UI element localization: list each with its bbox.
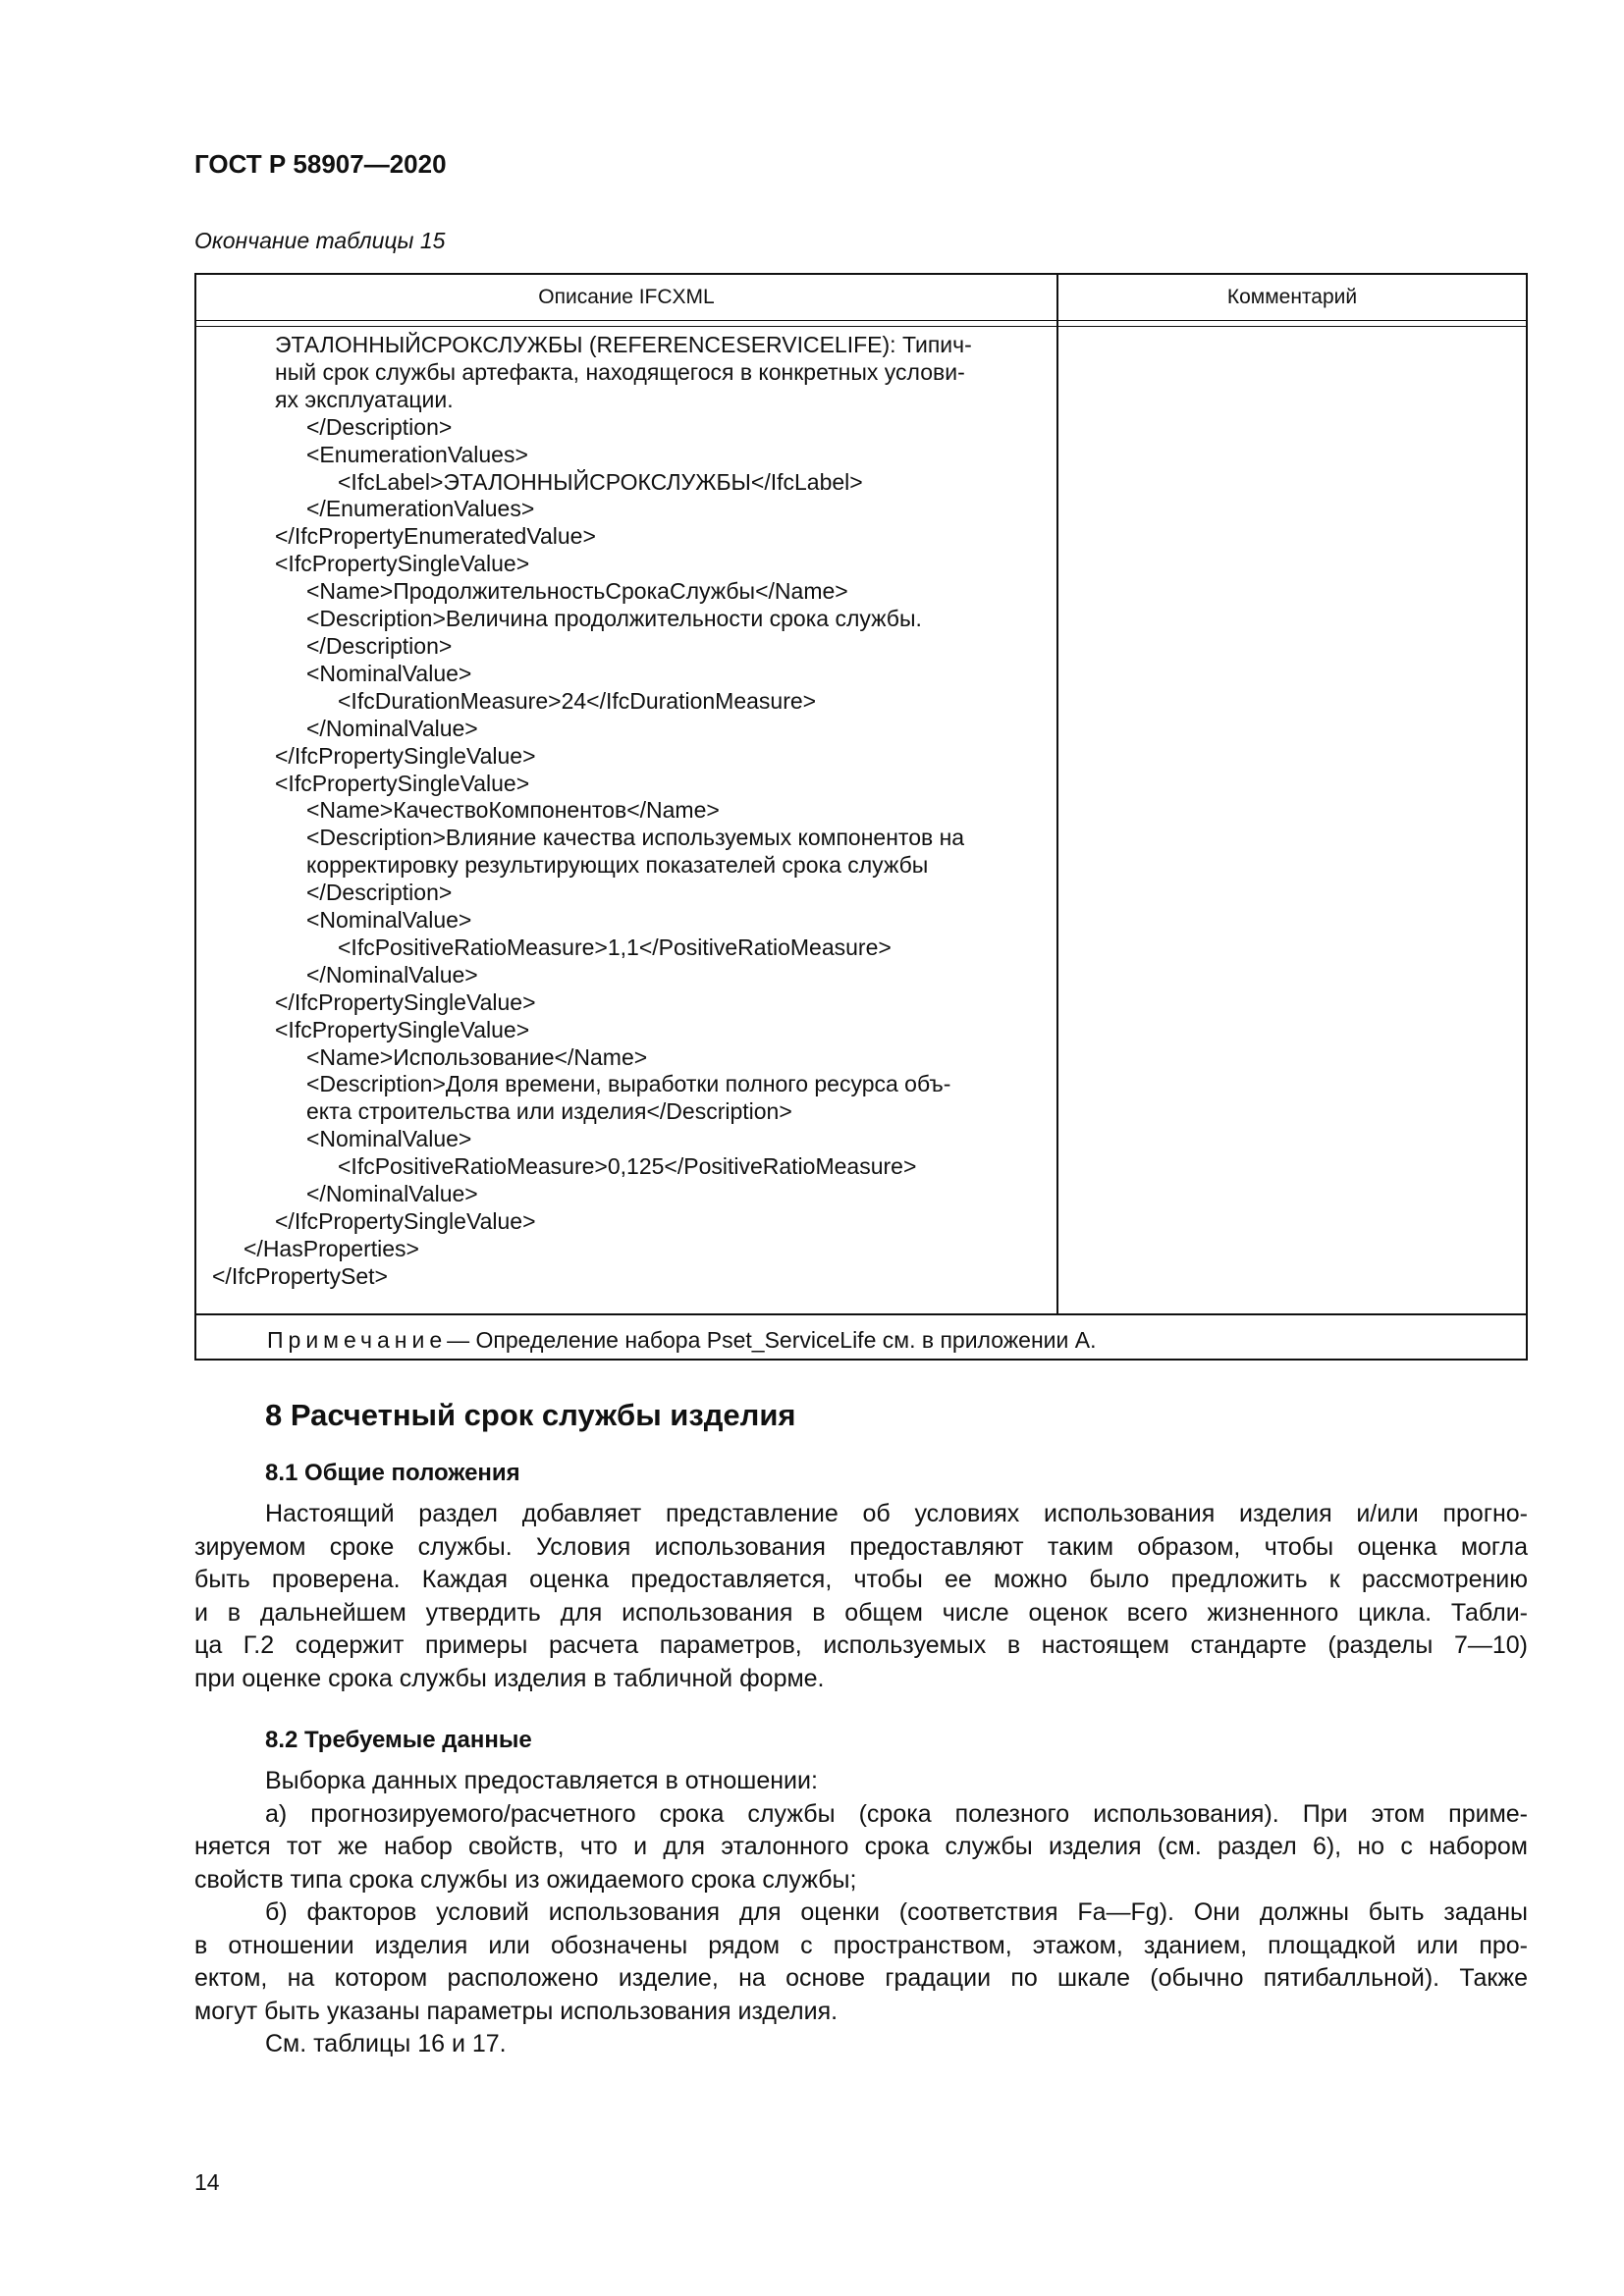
text-line: няется тот же набор свойств, что и для эталонного срока службы изделия (см. раздел 6), но с набором xyxy=(194,1833,1528,1860)
note-label: Примечание xyxy=(267,1326,448,1353)
text-line: и в дальнейшем утвердить для использования в общем числе оценок всего жизненного цикла. Табли- xyxy=(194,1598,1528,1627)
table-caption: Окончание таблицы 15 xyxy=(194,228,446,253)
text-line: ектом, на котором расположено изделие, на основе градации по шкале (обычно пятибалльной). Также xyxy=(194,1964,1528,1992)
note-text: — Определение набора Pset_ServiceLife см. в приложении А. xyxy=(447,1326,1097,1353)
code-line: <EnumerationValues> xyxy=(306,441,528,467)
text-line: а) прогнозируемого/расчетного срока службы (срока полезного использования). При этом приме- xyxy=(265,1799,1528,1828)
code-line: </IfcPropertySet> xyxy=(212,1262,388,1289)
code-line: <NominalValue> xyxy=(306,1126,472,1152)
text-line: См. таблицы 16 и 17. xyxy=(265,2030,507,2057)
code-line: <IfcPropertySingleValue> xyxy=(275,551,530,577)
code-line: <NominalValue> xyxy=(306,907,472,934)
code-line: </HasProperties> xyxy=(244,1235,419,1261)
paragraph-general xyxy=(194,1498,1528,1695)
text-line: ца Г.2 содержит примеры расчета параметров, используемых в настоящем стандарте (разделы 7—10) xyxy=(194,1631,1528,1659)
subsection-title: 8.2 Требуемые данные xyxy=(265,1727,532,1753)
page-number: 14 xyxy=(194,2169,220,2195)
header-rule xyxy=(196,320,1526,321)
column-header-comment: Комментарий xyxy=(1226,286,1358,308)
code-line: корректировку результирующих показателей срока службы xyxy=(306,852,929,879)
code-line: </NominalValue> xyxy=(306,715,478,741)
section-title: 8 Расчетный срок службы изделия xyxy=(265,1398,796,1432)
subsection-title: 8.1 Общие положения xyxy=(265,1460,520,1486)
code-line: ях эксплуатации. xyxy=(275,386,454,412)
column-header-ifcxml: Описание IFCXML xyxy=(538,286,715,308)
code-line: </Description> xyxy=(306,413,453,440)
code-line: </IfcPropertySingleValue> xyxy=(275,1208,536,1234)
code-line: <Description>Доля времени, выработки полного ресурса объ- xyxy=(306,1071,951,1097)
code-line: </NominalValue> xyxy=(306,961,478,988)
code-line: <IfcPropertySingleValue> xyxy=(275,1016,530,1042)
code-line: </IfcPropertyEnumeratedValue> xyxy=(275,523,596,550)
text-line: свойств типа срока службы из ожидаемого срока службы; xyxy=(194,1865,857,1894)
text-line: могут быть указаны параметры использования изделия. xyxy=(194,1997,839,2025)
text-line: б) факторов условий использования для оценки (соответствия Fa—Fg). Они должны быть заданы xyxy=(265,1898,1528,1926)
code-line: <IfcLabel>ЭТАЛОННЫЙСРОКСЛУЖБЫ</IfcLabel> xyxy=(338,468,863,495)
text-line: в отношении изделия или обозначены рядом с пространством, этажом, зданием, площадкой или про- xyxy=(194,1931,1528,1959)
paragraph-required-data xyxy=(194,1765,1528,2061)
ifcxml-table xyxy=(194,273,1528,1361)
code-line: <NominalValue> xyxy=(306,660,472,686)
code-line: </Description> xyxy=(306,632,453,659)
code-line: <Name>ПродолжительностьСрокаСлужбы</Name> xyxy=(306,578,848,605)
code-line: <IfcPropertySingleValue> xyxy=(275,770,530,796)
code-line: </IfcPropertySingleValue> xyxy=(275,988,536,1015)
code-line: <Name>Использование</Name> xyxy=(306,1043,648,1070)
code-line: ный срок службы артефакта, находящегося в конкретных услови- xyxy=(275,358,965,385)
code-line: <Name>КачествоКомпонентов</Name> xyxy=(306,797,720,824)
table-note xyxy=(267,1319,1096,1361)
header-rule-double xyxy=(196,326,1526,327)
text-line: быть проверена. Каждая оценка предоставляется, чтобы ее можно было предложить к рассмотрению xyxy=(194,1566,1528,1593)
code-line: </IfcPropertySingleValue> xyxy=(275,742,536,769)
code-line: </EnumerationValues> xyxy=(306,496,535,522)
text-line: Настоящий раздел добавляет представление об условиях использования изделия и/или прогно- xyxy=(265,1500,1528,1527)
column-divider xyxy=(1056,275,1058,1313)
note-rule xyxy=(196,1313,1526,1315)
text-line: Выборка данных предоставляется в отношении: xyxy=(265,1767,818,1794)
code-line: <IfcPositiveRatioMeasure>1,1</PositiveRatioMeasure> xyxy=(338,934,892,960)
code-line: </Description> xyxy=(306,880,453,906)
code-line: екта строительства или изделия</Description> xyxy=(306,1098,792,1125)
ifcxml-code-block xyxy=(196,332,1051,1291)
code-line: <IfcPositiveRatioMeasure>0,125</PositiveRatioMeasure> xyxy=(338,1153,917,1180)
code-line: ЭТАЛОННЫЙСРОКСЛУЖБЫ (REFERENCESERVICELIFE): Типич- xyxy=(275,332,972,357)
code-line: <Description>Величина продолжительности срока службы. xyxy=(306,606,922,632)
code-line: <IfcDurationMeasure>24</IfcDurationMeasure> xyxy=(338,687,817,714)
document-code: ГОСТ Р 58907—2020 xyxy=(194,149,447,179)
text-line: зируемом сроке службы. Условия использования предоставляют таким образом, чтобы оценка могла xyxy=(194,1532,1528,1561)
code-line: <Description>Влияние качества используемых компонентов на xyxy=(306,825,965,851)
text-line: при оценке срока службы изделия в табличной форме. xyxy=(194,1664,825,1692)
code-line: </NominalValue> xyxy=(306,1181,478,1207)
